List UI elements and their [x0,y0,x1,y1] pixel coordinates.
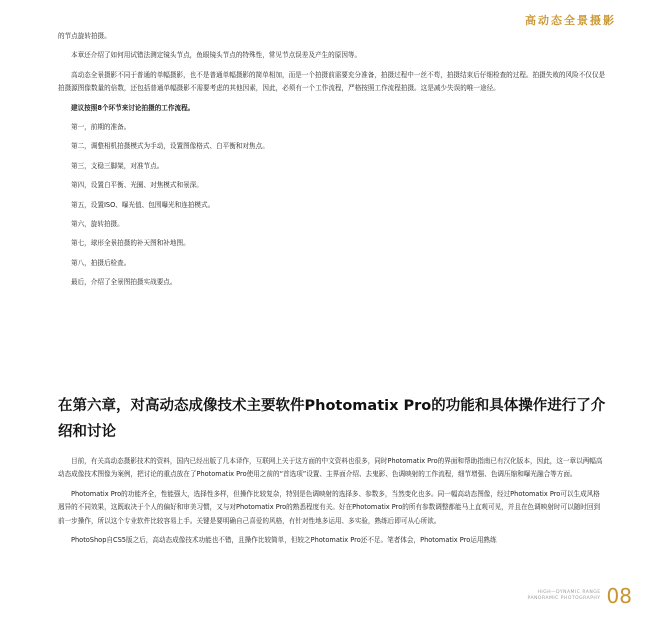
paragraph: Photomatix Pro的功能齐全，性能强大，选择性多样，但操作比较复杂，特别是色调映射的选择多、参数多，当然变化也多。同一幅高动态图像，经过Photomatix Pro可以生成风格迥异的不同效果，这既取决于个人的偏好和审美习惯，又与对Photomatix Pro的熟悉程度有关。好在Photomatix Pro的所有参数调整都能马上直观可见，并且在色调映射时可以随时回到前一步操作，所以这个专业软件比较容易上手。关键是要明确自己喜爱的风格，有针对性地多运用、多实验，熟练后即可从心所欲。 [58,489,601,525]
step-item: 第三，支稳三脚架，对准节点。 [71,161,164,170]
step-item: 第四，设置白平衡、光圈、对焦模式和景深。 [71,181,203,190]
step-item: 第六，旋转拍摄。 [71,220,124,229]
step-item: 第二，调整相机拍摄模式为手动，设置图像格式、白平衡和对焦点。 [71,142,269,151]
paragraph: 高动态全景摄影不同于普通的单幅摄影，也不是普通单幅摄影的简单相加，而是一个拍摄前需要充分准备，拍摄过程中一丝不苟，拍摄结束后仔细检查的过程。拍摄失败的风险不仅仅是拍摄源图像数量的倍数，还包括普通单幅摄影不需要考虑的其他因素，因此，必须有一个工作流程，严格按照工作流程拍摄。这是减少失误的唯一途径。 [58,70,606,93]
bottom-body [58,455,606,547]
step-item: 第八，拍摄后检查。 [71,258,131,267]
page-number: 08 [606,584,632,608]
header-title: 高动态全景摄影 [525,14,616,27]
paragraph: 目前，有关高动态摄影技术的资料，国内已经出版了几本译作，互联网上关于这方面的中文资料也很多，同时Photomatix Pro的界面和帮助指南已有汉化版本，因此，这一章以两幅高动态成像技术图像为案例，把讨论的重点放在了Photomatix Pro使用之前的“首选项”设置、主界面介绍、去鬼影、色调映射的工作流程，细节增强、色调压缩和曝光融合等方面。 [58,457,603,479]
footer-line-1: HIGH—DYNAMIC RANGE [537,590,601,595]
top-body [58,30,606,290]
chapter-heading: 在第六章，对高动态成像技术主要软件Photomatix Pro的功能和具体操作进行了介绍和讨论 [58,398,606,440]
steps-title: 建议按照8个环节来讨论拍摄的工作流程。 [71,103,195,112]
paragraph: 本章还介绍了如何用试错法测定镜头节点，鱼眼镜头节点的特殊性，常见节点误差及产生的原因等。 [71,51,362,60]
paragraph: 的节点旋转拍摄。 [58,32,111,40]
step-item: 第五，设置ISO、曝光值、包围曝光和连拍模式。 [71,200,215,209]
step-item: 最后，介绍了全景图拍摄实战要点。 [71,278,177,287]
footer-caption [528,590,601,602]
page-footer [528,586,632,606]
paragraph: PhotoShop自CS5版之后，高动态成像技术功能也不错，且操作比较简单，但较之Photomatix Pro还不足。笔者体会，Photomatix Pro运用熟练 [71,536,497,545]
footer-line-2: PANORAMIC PHOTOGRAPHY [527,596,601,601]
step-item: 第一，前期的准备。 [71,123,131,132]
step-item: 第七，球形全景拍摄的补天图和补地图。 [71,239,190,248]
